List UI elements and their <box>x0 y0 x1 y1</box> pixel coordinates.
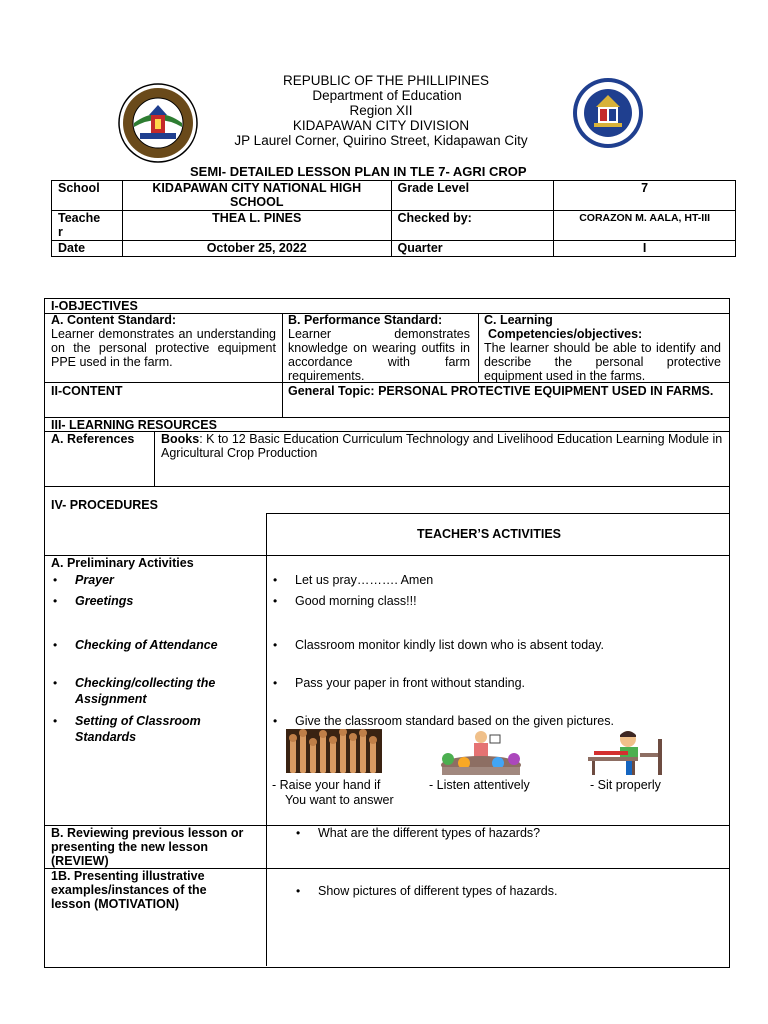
date-label: Date <box>52 241 123 257</box>
bullet-icon: • <box>53 638 58 652</box>
bullet-icon: • <box>53 573 58 587</box>
item-label-greetings: Greetings <box>75 594 134 608</box>
bullet-icon: • <box>273 676 278 690</box>
content-standard-heading: A. Content Standard: <box>51 313 176 327</box>
sit-properly-picture <box>584 729 678 777</box>
header-line-address: JP Laurel Corner, Quirino Street, Kidapawan City <box>234 133 528 148</box>
quarter-label: Quarter <box>391 241 554 257</box>
motivation-activity: Show pictures of different types of hazards. <box>318 884 558 898</box>
references-text <box>161 432 723 460</box>
performance-standard-text: Learner demonstrates knowledge on wearing outfits in accordance with farm requirements. <box>288 327 470 383</box>
activity-standards: Give the classroom standard based on the given pictures. <box>295 714 614 728</box>
content-heading: II-CONTENT <box>51 384 123 398</box>
content-standard-cell <box>51 313 276 369</box>
quarter-value: I <box>554 241 736 257</box>
learning-competencies-heading-2: Competencies/objectives: <box>488 327 643 341</box>
item-label-prayer: Prayer <box>75 573 114 587</box>
teacher-activities-heading: TEACHER’S ACTIVITIES <box>417 527 561 541</box>
bullet-icon: • <box>273 714 278 728</box>
activity-assignment: Pass your paper in front without standing. <box>295 676 525 690</box>
listen-picture <box>434 729 528 777</box>
standard-raise-hand: - Raise your hand if <box>272 778 381 792</box>
teacher-label: Teache r <box>52 211 123 241</box>
bullet-icon: • <box>53 676 58 690</box>
performance-standard-heading: B. Performance Standard: <box>288 313 443 327</box>
books-text: : K to 12 Basic Education Curriculum Technology and Livelihood Education Learning Module in Agricultural Crop Production <box>161 432 723 460</box>
grade-level-label: Grade Level <box>391 181 554 211</box>
bullet-icon: • <box>273 594 278 608</box>
objectives-heading: I-OBJECTIVES <box>51 299 138 313</box>
learning-competencies-heading: C. Learning <box>484 313 553 327</box>
header-line-region: Region XII <box>349 103 413 118</box>
bullet-icon: • <box>296 826 301 840</box>
checked-by-label: Checked by: <box>391 211 554 241</box>
general-topic: General Topic: PERSONAL PROTECTIVE EQUIPMENT USED IN FARMS. <box>288 384 714 398</box>
bullet-icon: • <box>273 638 278 652</box>
activity-prayer: Let us pray………. Amen <box>295 573 434 587</box>
bullet-icon: • <box>53 594 58 608</box>
motivation-label: 1B. Presenting illustrative examples/instances of the lesson (MOTIVATION) <box>51 869 207 911</box>
item-label-assignment: Checking/collecting the Assignment <box>75 676 216 706</box>
books-label: Books <box>161 432 200 446</box>
procedures-heading: IV- PROCEDURES <box>51 498 158 512</box>
preliminary-activities: A. Preliminary Activities <box>51 556 194 570</box>
activity-greetings: Good morning class!!! <box>295 594 417 608</box>
activity-attendance: Classroom monitor kindly list down who is absent today. <box>295 638 604 652</box>
header-line-division: KIDAPAWAN CITY DIVISION <box>292 118 470 133</box>
learning-competencies-text: The learner should be able to identify and describe the personal protective equipment used in the farms. <box>484 341 721 383</box>
raised-hands-picture <box>286 729 382 773</box>
resources-heading: III- LEARNING RESOURCES <box>51 418 217 432</box>
teacher-value: THEA L. PINES <box>122 211 391 241</box>
header-block <box>180 73 610 148</box>
review-activity: What are the different types of hazards? <box>318 826 541 840</box>
standard-listen: - Listen attentively <box>429 778 530 792</box>
learning-competencies-cell <box>484 313 721 383</box>
bullet-icon: • <box>53 714 58 728</box>
references-label: A. References <box>51 432 135 446</box>
review-label: B. Reviewing previous lesson or presenting the new lesson (REVIEW) <box>51 826 244 868</box>
header-line-department: Department of Education <box>312 88 462 103</box>
item-label-standards: Setting of Classroom Standards <box>75 714 201 744</box>
checked-by-value: CORAZON M. AALA, HT-III <box>554 211 736 241</box>
school-value: KIDAPAWAN CITY NATIONAL HIGH SCHOOL <box>122 181 391 211</box>
standard-raise-hand-2: You want to answer <box>285 793 394 807</box>
item-label-attendance: Checking of Attendance <box>75 638 218 652</box>
info-table <box>51 180 736 257</box>
grade-level-value: 7 <box>554 181 736 211</box>
school-label: School <box>52 181 123 211</box>
lesson-plan-title: SEMI- DETAILED LESSON PLAN IN TLE 7- AGRI CROP <box>190 164 527 179</box>
header-line-republic: REPUBLIC OF THE PHILLIPINES <box>282 73 490 88</box>
bullet-icon: • <box>273 573 278 587</box>
content-standard-text: Learner demonstrates an understanding on the personal protective equipment PPE used in the farm. <box>51 327 276 369</box>
date-value: October 25, 2022 <box>122 241 391 257</box>
performance-standard-cell <box>288 313 470 383</box>
bullet-icon: • <box>296 884 301 898</box>
standard-sit: - Sit properly <box>590 778 661 792</box>
